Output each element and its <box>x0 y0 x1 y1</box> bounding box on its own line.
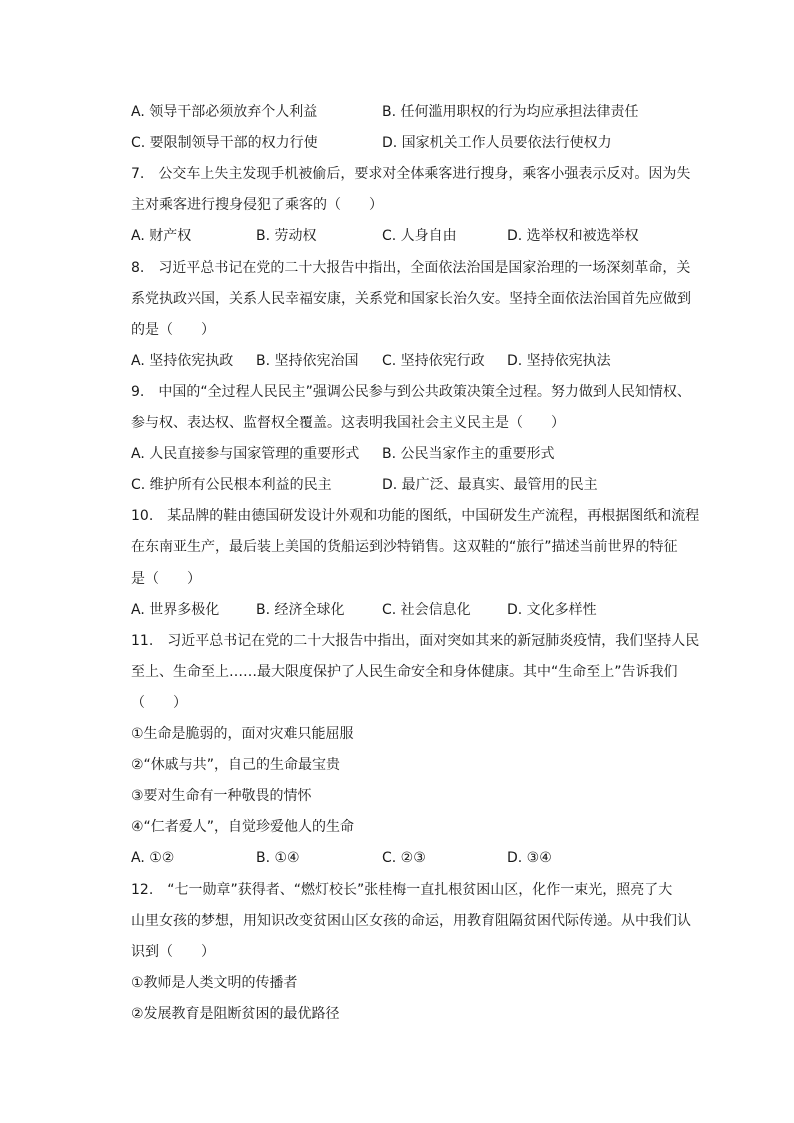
answer-option: C. ②③ <box>382 850 426 866</box>
text-line: 是（ ） <box>131 571 201 587</box>
text-line: 8. 习近平总书记在党的二十大报告中指出，全面依法治国是国家治理的一场深刻革命，关 <box>131 260 691 276</box>
text-line: 参与权、表达权、监督权全覆盖。这表明我国社会主义民主是（ ） <box>131 415 565 431</box>
text-line: 11. 习近平总书记在党的二十大报告中指出，面对突如其来的新冠肺炎疫情，我们坚持人民 <box>131 633 700 649</box>
text-line: 主对乘客进行搜身侵犯了乘客的（ ） <box>131 197 383 213</box>
answer-option: A. 人民直接参与国家管理的重要形式 <box>131 446 360 462</box>
text-line: 山里女孩的梦想，用知识改变贫困山区女孩的命运，用教育阻隔贫困代际传递。从中我们认 <box>131 913 691 929</box>
answer-option: D. 坚持依宪执法 <box>507 353 611 369</box>
answer-option: B. ①④ <box>256 850 300 866</box>
text-line: ②“休戚与共”，自己的生命最宝贵 <box>131 757 341 773</box>
text-line: 系党执政兴国，关系人民幸福安康，关系党和国家长治久安。坚持全面依法治国首先应做到 <box>131 291 691 307</box>
answer-option: A. 坚持依宪执政 <box>131 353 234 369</box>
answer-option: A. 财产权 <box>131 228 192 244</box>
text-line: 至上、生命至上……最大限度保护了人民生命安全和身体健康。其中“生命至上”告诉我们 <box>131 664 678 680</box>
text-line: 的是（ ） <box>131 322 215 338</box>
text-line: 识到（ ） <box>131 944 215 960</box>
text-line: ③要对生命有一种敬畏的情怀 <box>131 788 312 804</box>
answer-option: C. 维护所有公民根本利益的民主 <box>131 477 332 493</box>
answer-option: D. 文化多样性 <box>507 602 597 618</box>
answer-option: B. 任何滥用职权的行为均应承担法律责任 <box>382 104 639 120</box>
text-line: 7. 公交车上失主发现手机被偷后，要求对全体乘客进行搜身，乘客小强表示反对。因为失 <box>131 166 691 182</box>
answer-option: C. 社会信息化 <box>382 602 471 618</box>
answer-option: A. 世界多极化 <box>131 602 220 618</box>
answer-option: C. 坚持依宪行政 <box>382 353 485 369</box>
text-line: 10. 某品牌的鞋由德国研发设计外观和功能的图纸，中国研发生产流程，再根据图纸和流程 <box>131 508 700 524</box>
text-line: 12. “七一勋章”获得者、“燃灯校长”张桂梅一直扎根贫困山区，化作一束光，照亮了大 <box>131 882 673 898</box>
text-line: ②发展教育是阻断贫困的最优路径 <box>131 1006 340 1022</box>
text-line: 在东南亚生产，最后装上美国的货船运到沙特销售。这双鞋的“旅行”描述当前世界的特征 <box>131 539 678 555</box>
answer-option: C. 要限制领导干部的权力行使 <box>131 135 318 151</box>
answer-option: B. 劳动权 <box>256 228 317 244</box>
text-line: ④“仁者爱人”，自觉珍爱他人的生命 <box>131 819 355 835</box>
answer-option: D. 选举权和被选举权 <box>507 228 639 244</box>
answer-option: A. ①② <box>131 850 175 866</box>
answer-option: B. 经济全球化 <box>256 602 345 618</box>
answer-option: D. 国家机关工作人员要依法行使权力 <box>382 135 612 151</box>
answer-option: D. ③④ <box>507 850 552 866</box>
answer-option: C. 人身自由 <box>382 228 457 244</box>
answer-option: A. 领导干部必须放弃个人利益 <box>131 104 318 120</box>
text-line: ①教师是人类文明的传播者 <box>131 975 298 991</box>
answer-option: B. 公民当家作主的重要形式 <box>382 446 555 462</box>
answer-option: D. 最广泛、最真实、最管用的民主 <box>382 477 598 493</box>
answer-option: B. 坚持依宪治国 <box>256 353 359 369</box>
text-line: ①生命是脆弱的，面对灾难只能屈服 <box>131 726 354 742</box>
text-line: （ ） <box>131 695 187 711</box>
text-line: 9. 中国的“全过程人民民主”强调公民参与到公共政策决策全过程。努力做到人民知情权、 <box>131 384 691 400</box>
